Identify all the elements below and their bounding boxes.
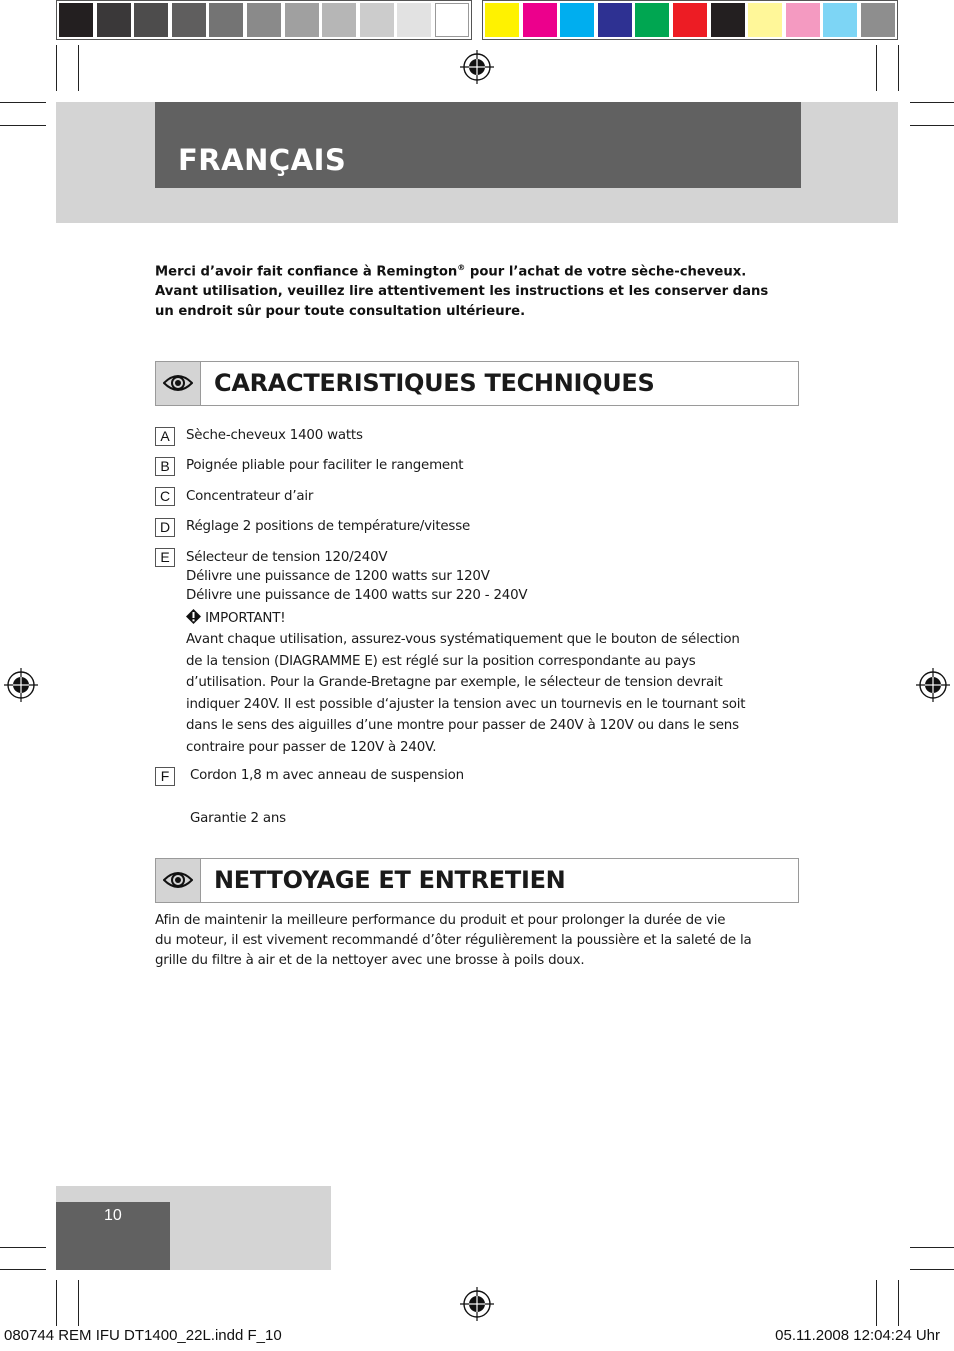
section-header-cleaning <box>155 858 799 903</box>
paragraph-line: indiquer 240V. Il est possible d‘ajuster la tension avec un tournevis en le tournant soit <box>186 696 746 712</box>
crop-mark <box>56 45 57 91</box>
section-header-specs <box>155 361 799 406</box>
cleaning-paragraph <box>155 911 780 971</box>
color-swatch <box>823 3 857 37</box>
important-paragraph <box>186 629 776 758</box>
registered-mark: ® <box>457 263 466 272</box>
spec-item-d: Réglage 2 positions de température/vitesse <box>186 519 471 534</box>
paragraph-line: de la tension (DIAGRAMME E) est réglé sur la position correspondante au pays <box>186 653 696 669</box>
color-swatch <box>598 3 632 37</box>
color-swatch <box>247 3 281 37</box>
eye-icon <box>163 868 193 892</box>
registration-mark-icon <box>4 668 38 702</box>
color-swatch <box>285 3 319 37</box>
color-swatch <box>560 3 594 37</box>
spec-item-f: Cordon 1,8 m avec anneau de suspension <box>190 768 464 783</box>
color-swatch <box>322 3 356 37</box>
crop-mark <box>56 1280 57 1326</box>
item-letter-d: D <box>155 518 175 537</box>
paragraph-line: Avant chaque utilisation, assurez-vous systématiquement que le bouton de sélection <box>186 632 740 647</box>
color-swatch <box>786 3 820 37</box>
crop-mark <box>910 1247 954 1248</box>
color-swatch <box>209 3 243 37</box>
warranty-text: Garantie 2 ans <box>190 811 286 826</box>
color-swatch <box>97 3 131 37</box>
intro-line: pour l’achat de votre sèche-cheveux. <box>465 264 747 280</box>
intro-line: Avant utilisation, veuillez lire attentivement les instructions et les conserver dans <box>155 284 769 300</box>
page-title: FRANÇAIS <box>178 143 347 177</box>
paragraph-line: d’utilisation. Pour la Grande-Bretagne par exemple, le sélecteur de tension devrait <box>186 675 723 690</box>
important-text: IMPORTANT! <box>205 611 286 626</box>
crop-mark <box>0 102 46 103</box>
intro-line: Merci d’avoir fait confiance à Remington <box>155 264 458 280</box>
warning-icon <box>186 609 201 624</box>
color-swatch <box>523 3 557 37</box>
crop-mark <box>876 1280 877 1326</box>
color-swatch <box>861 3 895 37</box>
paragraph-line: Afin de maintenir la meilleure performance du produit et pour prolonger la durée de vie <box>155 913 726 928</box>
color-swatch <box>748 3 782 37</box>
registration-mark-icon <box>916 668 950 702</box>
item-letter-c: C <box>155 487 175 506</box>
intro-text <box>155 258 795 322</box>
color-swatch <box>172 3 206 37</box>
page-number: 10 <box>104 1207 122 1224</box>
slug-timestamp: 05.11.2008 12:04:24 Uhr <box>775 1327 940 1344</box>
paragraph-line: du moteur, il est vivement recommandé d’ôter régulièrement la poussière et la saleté de la <box>155 933 752 948</box>
spec-item-b: Poignée pliable pour faciliter le rangement <box>186 458 464 473</box>
spec-item-c: Concentrateur d’air <box>186 489 314 504</box>
section-icon-box <box>156 362 201 405</box>
slug-file-info: 080744 REM IFU DT1400_22L.indd F_10 <box>4 1327 282 1344</box>
paragraph-line: grille du filtre à air et de la nettoyer avec une brosse à poils doux. <box>155 953 585 968</box>
crop-mark <box>0 1269 46 1270</box>
important-label <box>186 609 285 626</box>
color-swatch <box>635 3 669 37</box>
color-swatch <box>360 3 394 37</box>
crop-mark <box>0 1247 46 1248</box>
spec-item-e-line: Délivre une puissance de 1400 watts sur 220 - 240V <box>186 588 528 603</box>
spec-item-e-line: Sélecteur de tension 120/240V <box>186 550 388 565</box>
section-title: CARACTERISTIQUES TECHNIQUES <box>214 369 655 397</box>
paragraph-line: contraire pour passer de 120V à 240V. <box>186 739 437 755</box>
crop-mark <box>876 45 877 91</box>
color-swatch <box>435 3 469 37</box>
color-swatch <box>59 3 93 37</box>
crop-mark <box>78 45 79 91</box>
item-letter-a: A <box>155 427 175 446</box>
crop-mark <box>898 1280 899 1326</box>
crop-mark <box>78 1280 79 1326</box>
spec-item-a: Sèche-cheveux 1400 watts <box>186 428 363 443</box>
crop-mark <box>0 125 46 126</box>
crop-mark <box>898 45 899 91</box>
color-swatch <box>397 3 431 37</box>
crop-mark <box>910 102 954 103</box>
color-swatch <box>134 3 168 37</box>
item-letter-f: F <box>155 767 175 786</box>
crop-mark <box>910 1269 954 1270</box>
color-swatch <box>485 3 519 37</box>
color-swatch <box>711 3 745 37</box>
section-title: NETTOYAGE ET ENTRETIEN <box>214 866 566 894</box>
eye-icon <box>163 371 193 395</box>
registration-mark-icon <box>460 50 494 84</box>
intro-line: un endroit sûr pour toute consultation ultérieure. <box>155 304 526 320</box>
section-icon-box <box>156 859 201 902</box>
item-letter-e: E <box>155 548 175 567</box>
crop-mark <box>910 125 954 126</box>
paragraph-line: dans le sens des aiguilles d’une montre pour passer de 240V à 120V ou dans le sens <box>186 718 739 733</box>
spec-item-e-line: Délivre une puissance de 1200 watts sur 120V <box>186 569 490 584</box>
color-swatch <box>673 3 707 37</box>
registration-mark-icon <box>460 1287 494 1321</box>
item-letter-b: B <box>155 457 175 476</box>
